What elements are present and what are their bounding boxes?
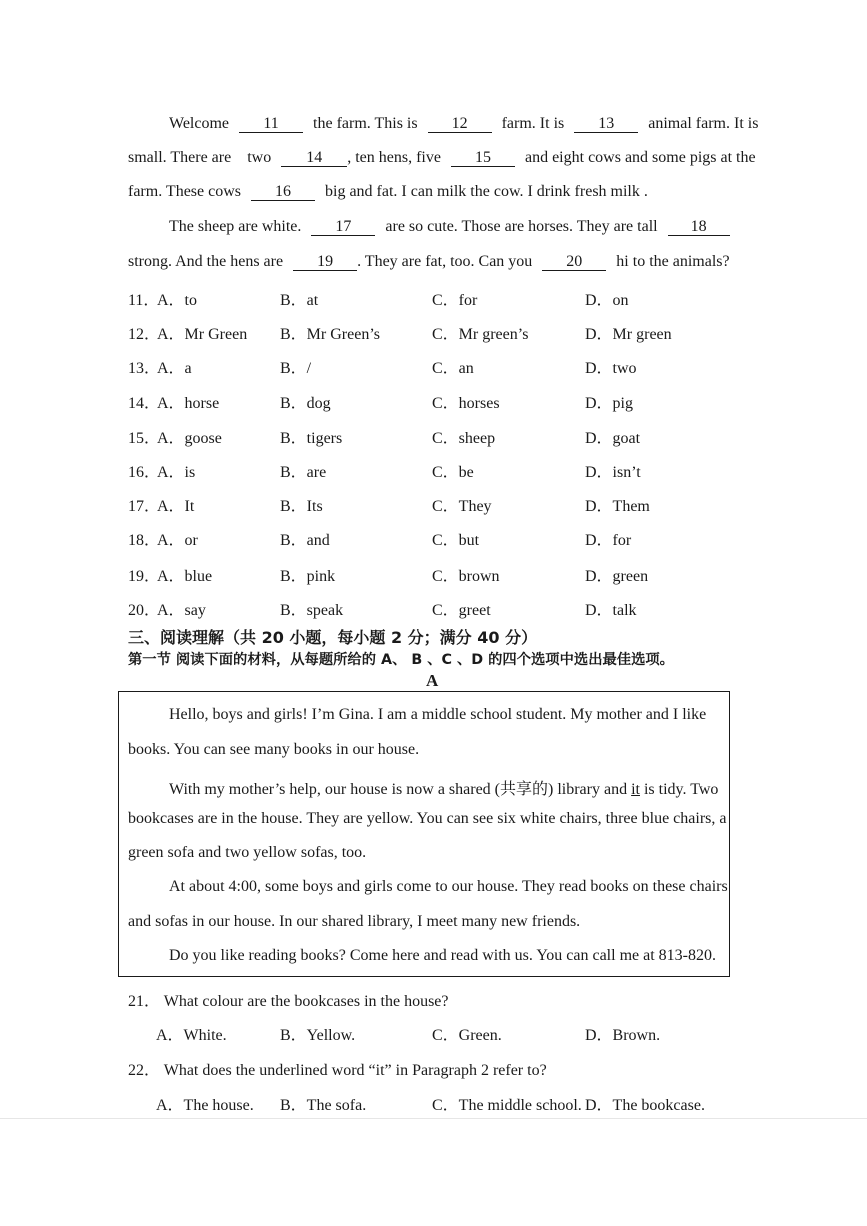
cloze-text: big and fat. I can milk the cow. I drink fresh milk . [325, 183, 648, 200]
option-c: C．Green. [432, 1027, 502, 1044]
option-c: C．brown [432, 568, 500, 585]
option-c: C．greet [432, 602, 491, 619]
option-row [128, 355, 748, 375]
cloze-text: Welcome [169, 115, 230, 132]
option-b: B．at [280, 292, 319, 309]
option-a: A．horse [157, 395, 220, 412]
cloze-line-2 [128, 149, 756, 167]
option-row [156, 1022, 776, 1042]
option-b: B．and [280, 532, 330, 549]
option-a: A．It [157, 498, 195, 515]
question-stem: 21． What colour are the bookcases in the house? [128, 993, 449, 1010]
question-stem: 22． What does the underlined word “it” in Paragraph 2 refer to? [128, 1062, 547, 1079]
cloze-line-1 [169, 115, 758, 133]
option-a: A．a [157, 360, 192, 377]
underlined-word-it: it [631, 781, 640, 798]
option-d: D．two [585, 360, 637, 377]
cloze-text: strong. And the hens are [128, 253, 284, 270]
option-d: D．The bookcase. [585, 1097, 705, 1114]
section-title: 三、阅读理解（共 20 小题，每小题 2 分；满分 40 分） [128, 628, 538, 647]
cloze-text: animal farm. It is [648, 115, 759, 132]
option-c: C．Mr green’s [432, 326, 529, 343]
option-a: A．is [157, 464, 196, 481]
option-c: C．an [432, 360, 474, 377]
blank-14: 14 [281, 149, 347, 167]
passage-line: green sofa and two yellow sofas, too. [128, 844, 367, 861]
cloze-text: and eight cows and some pigs at the [524, 149, 756, 166]
cloze-text: farm. These cows [128, 183, 241, 200]
question-number: 17． [128, 498, 161, 515]
option-a: A．say [157, 602, 206, 619]
option-a: A．The house. [156, 1097, 254, 1114]
blank-15: 15 [451, 149, 515, 167]
question-number: 13． [128, 360, 161, 377]
question-number: 18． [128, 532, 161, 549]
question-number: 15． [128, 430, 161, 447]
question-number: 16． [128, 464, 161, 481]
option-b: B．are [280, 464, 327, 481]
option-b: B．The sofa. [280, 1097, 367, 1114]
option-row [128, 390, 748, 410]
option-b: B．speak [280, 602, 344, 619]
option-b: B．Its [280, 498, 323, 515]
blank-18: 18 [668, 218, 730, 236]
option-d: D．talk [585, 602, 637, 619]
cloze-text: . They are fat, too. Can you [357, 253, 533, 270]
option-d: D．for [585, 532, 632, 549]
question-number: 14． [128, 395, 161, 412]
option-d: D．Mr green [585, 326, 672, 343]
option-d: D．Brown. [585, 1027, 661, 1044]
option-b: B．Mr Green’s [280, 326, 380, 343]
passage-line: Do you like reading books? Come here and read with us. You can call me at 813-820. [169, 947, 716, 964]
reading-passage-box [118, 691, 730, 977]
passage-text: With my mother’s help, our house is now a shared (共享的) library and [169, 781, 628, 798]
option-d: D．pig [585, 395, 634, 412]
passage-line [169, 776, 718, 799]
passage-line: bookcases are in the house. They are yellow. You can see six white chairs, three blue chairs, a [128, 810, 727, 827]
passage-line: books. You can see many books in our house. [128, 741, 420, 758]
option-a: A．to [157, 292, 198, 309]
passage-line: and sofas in our house. In our shared library, I meet many new friends. [128, 913, 581, 930]
blank-20: 20 [542, 253, 606, 271]
blank-12: 12 [428, 115, 492, 133]
option-b: B．Yellow. [280, 1027, 356, 1044]
option-d: D．goat [585, 430, 641, 447]
option-row [128, 563, 748, 583]
cloze-text: are so cute. Those are horses. They are tall [385, 218, 658, 235]
option-c: C．They [432, 498, 492, 515]
section-subtitle: 第一节 阅读下面的材料，从每题所给的 A、 B 、C 、D 的四个选项中选出最佳选项。 [128, 652, 674, 668]
option-row [128, 597, 748, 617]
option-row [128, 493, 748, 513]
passage-label: A [426, 671, 439, 690]
option-d: D．on [585, 292, 629, 309]
option-a: A．blue [157, 568, 213, 585]
cloze-line-3 [128, 183, 648, 201]
blank-16: 16 [251, 183, 315, 201]
question-number: 19． [128, 568, 161, 585]
option-b: B．dog [280, 395, 331, 412]
option-c: C．be [432, 464, 474, 481]
cloze-text: , ten hens, five [347, 149, 441, 166]
option-a: A．goose [157, 430, 222, 447]
blank-19: 19 [293, 253, 357, 271]
cloze-line-4 [169, 218, 730, 236]
option-c: C．sheep [432, 430, 496, 447]
option-a: A．or [157, 532, 198, 549]
option-d: D．isn’t [585, 464, 641, 481]
option-a: A．Mr Green [157, 326, 248, 343]
cloze-text: The sheep are white. [169, 218, 302, 235]
blank-17: 17 [311, 218, 375, 236]
passage-line: At about 4:00, some boys and girls come to our house. They read books on these chairs [169, 878, 728, 895]
passage-line: Hello, boys and girls! I’m Gina. I am a middle school student. My mother and I like [169, 706, 707, 723]
cloze-text: the farm. This is [313, 115, 418, 132]
cloze-text: farm. It is [501, 115, 565, 132]
option-b: B．/ [280, 360, 312, 377]
option-c: C．horses [432, 395, 500, 412]
option-row [128, 287, 748, 307]
option-b: B．tigers [280, 430, 343, 447]
option-row [156, 1092, 776, 1112]
question-number: 20． [128, 602, 161, 619]
option-c: C．for [432, 292, 478, 309]
option-c: C．but [432, 532, 480, 549]
option-a: A．White. [156, 1027, 227, 1044]
cloze-text: hi to the animals? [616, 253, 730, 270]
cloze-line-5 [128, 253, 730, 271]
blank-11: 11 [239, 115, 303, 133]
cloze-text: two [247, 149, 272, 166]
option-row [128, 425, 748, 445]
option-row [128, 321, 748, 341]
option-d: D．Them [585, 498, 650, 515]
blank-13: 13 [574, 115, 638, 133]
question-number: 12． [128, 326, 161, 343]
option-d: D．green [585, 568, 649, 585]
option-c: C．The middle school. [432, 1097, 582, 1114]
option-row [128, 459, 748, 479]
option-b: B．pink [280, 568, 336, 585]
option-row [128, 527, 748, 547]
page-divider [0, 1118, 867, 1119]
question-number: 11． [128, 292, 160, 309]
passage-text: is tidy. Two [643, 781, 719, 798]
cloze-text: small. There are [128, 149, 232, 166]
